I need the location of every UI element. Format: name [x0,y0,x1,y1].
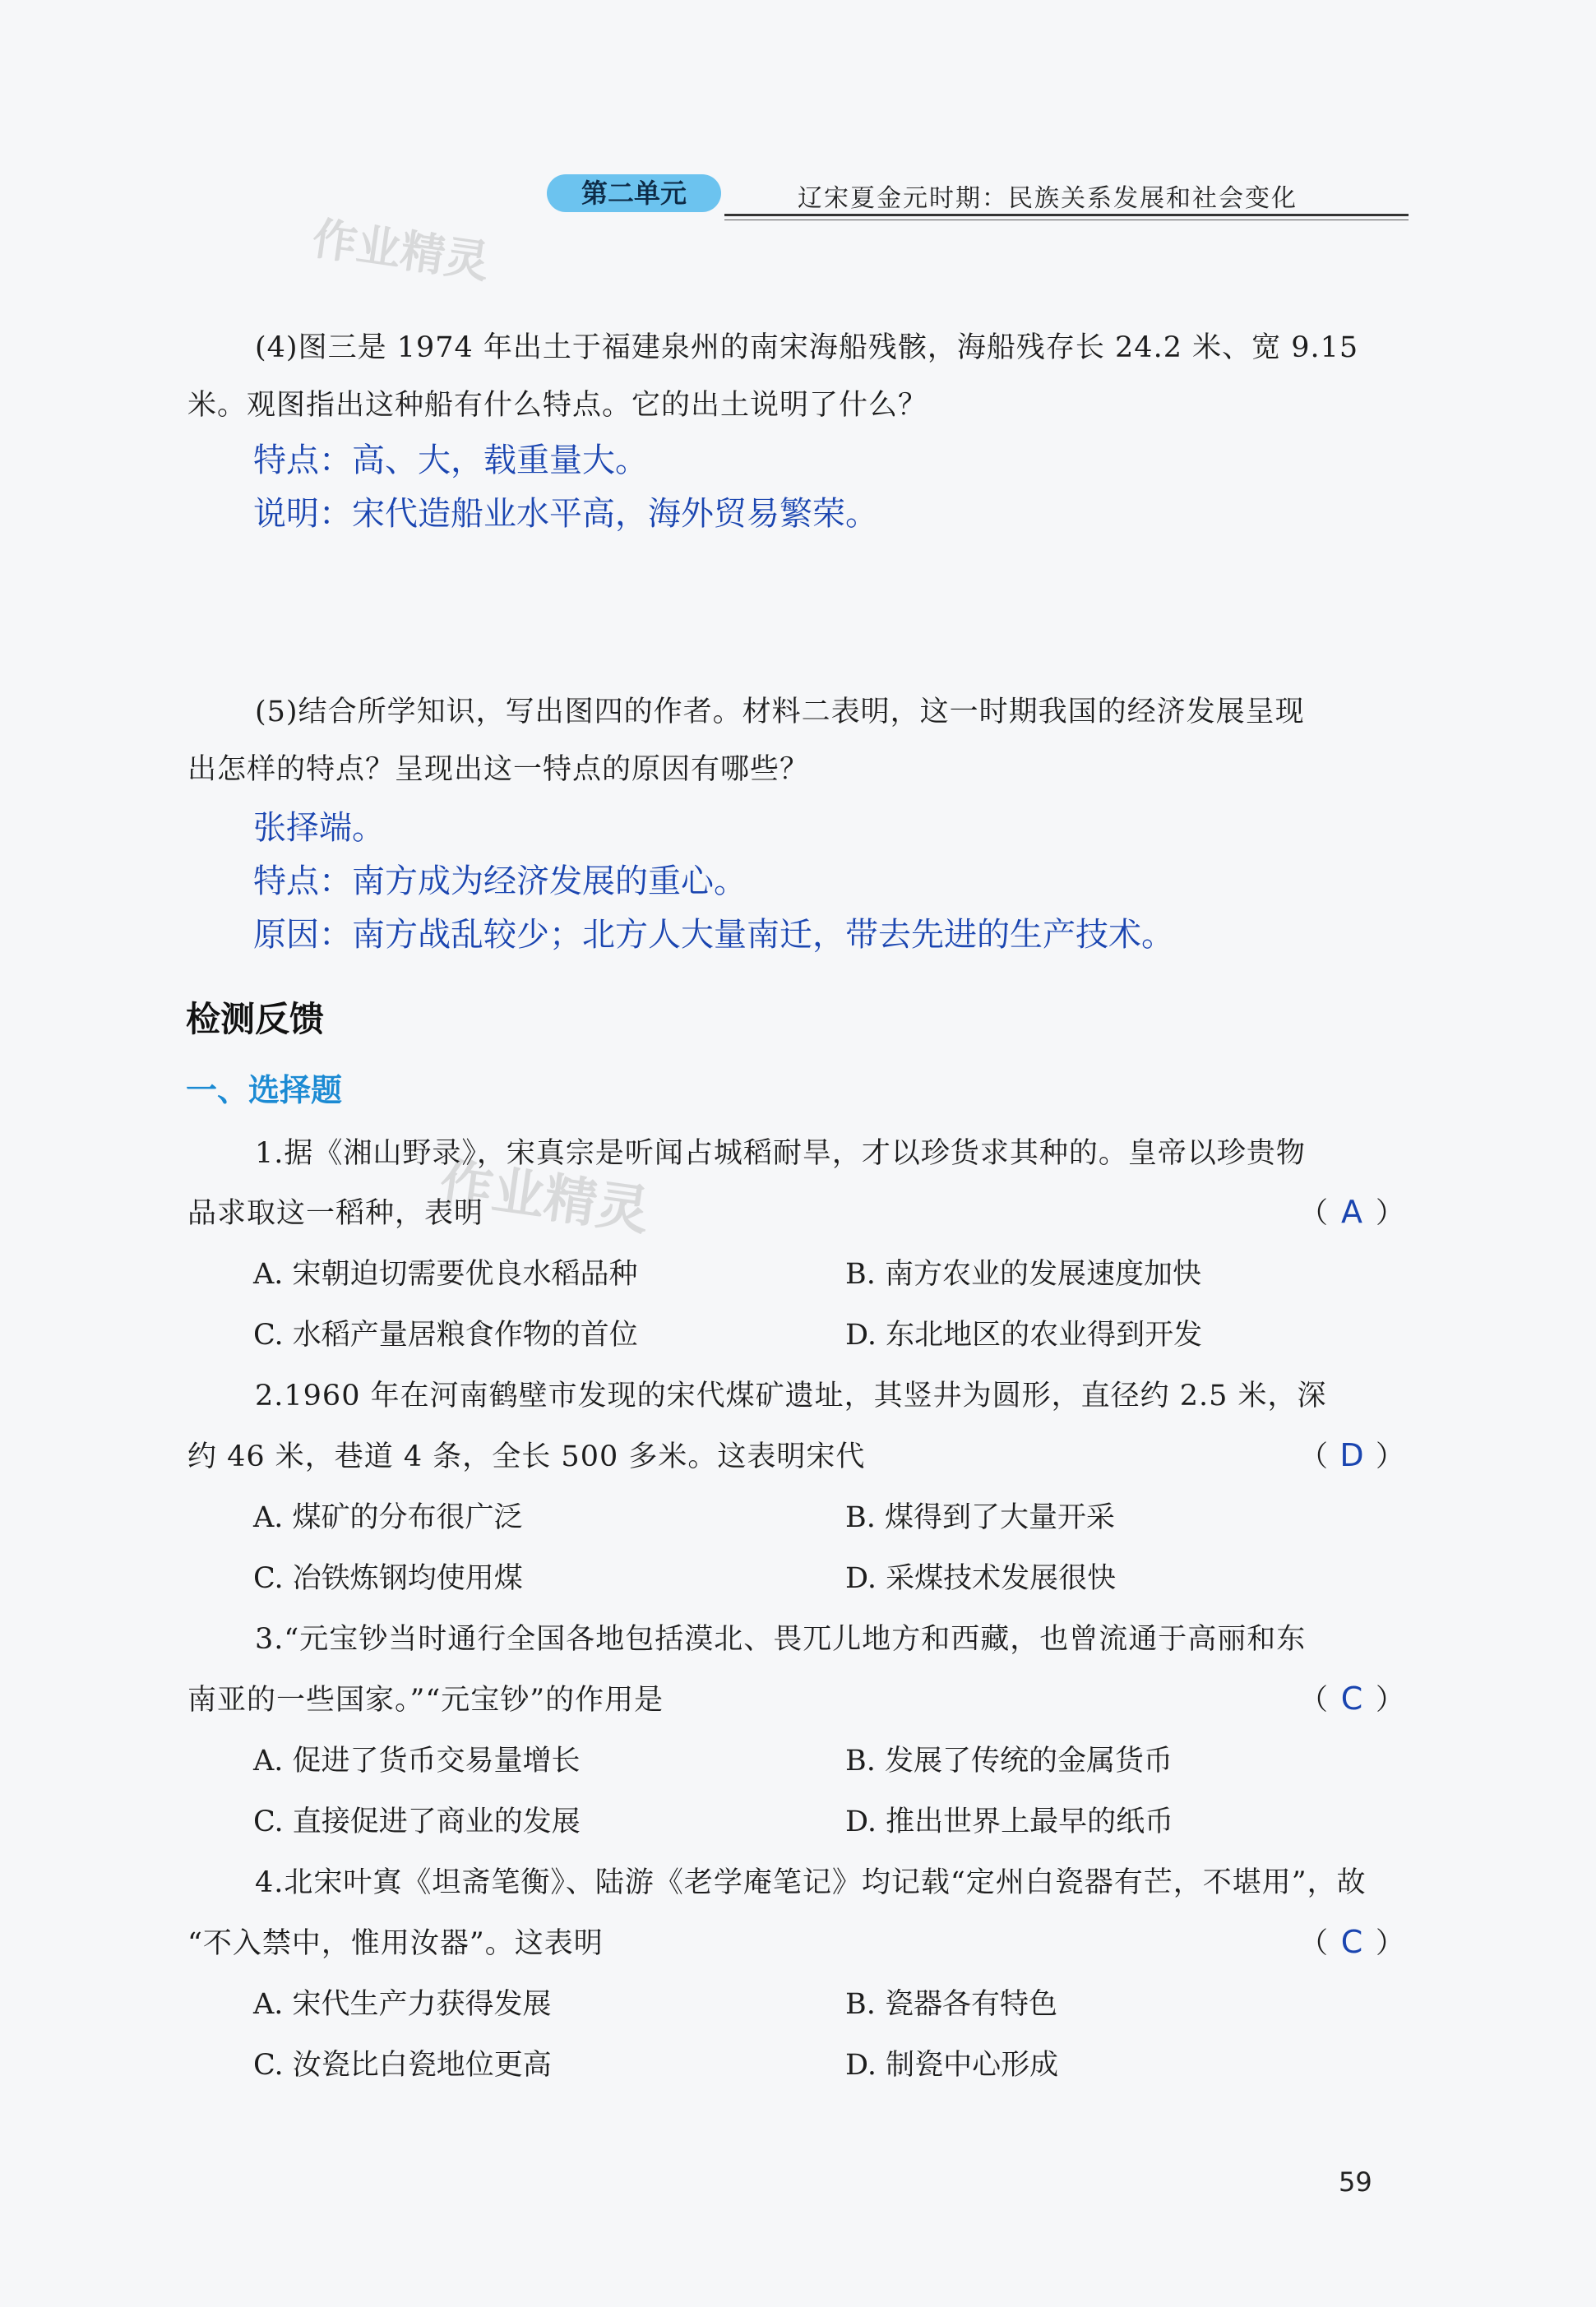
question-text: 约 46 米，巷道 4 条，全长 500 多米。这表明宋代 [187,1440,866,1473]
question-text: 南亚的一些国家。”“元宝钞”的作用是 [187,1684,664,1717]
answer-bracket: （ C ） [1299,1924,1405,1960]
question-text: (4)图三是 1974 年出土于福建泉州的南宋海船残骸，海船残存长 24.2 米、宽 9.15 [255,331,1359,364]
answer-letter: C [1340,1681,1363,1717]
option-d: D. 东北地区的农业得到开发 [845,1319,1203,1352]
answer-letter: C [1340,1924,1363,1960]
question-text: 2.1960 年在河南鹤壁市发现的宋代煤矿遗址，其竖井为圆形，直径约 2.5 米，深 [255,1380,1327,1412]
section-subtitle: 一、选择题 [186,1072,343,1108]
option-c: C. 水稻产量居粮食作物的首位 [253,1319,638,1352]
option-d: D. 采煤技术发展很快 [845,1562,1117,1595]
unit-label: 第二单元 [547,174,721,212]
question-text: (5)结合所学知识，写出图四的作者。材料二表明，这一时期我国的经济发展呈现 [255,696,1305,728]
page-number: 59 [1339,2166,1372,2198]
question-text: “不入禁中，惟用汝器”。这表明 [187,1927,604,1960]
option-d: D. 推出世界上最早的纸币 [845,1805,1174,1838]
answer-text: 原因：南方战乱较少；北方人大量南迁，带去先进的生产技术。 [253,916,1174,954]
option-c: C. 直接促进了商业的发展 [253,1805,581,1838]
option-a: A. 促进了货币交易量增长 [253,1745,581,1778]
question-text: 1.据《湘山野录》，宋真宗是听闻占城稻耐旱，才以珍货求其种的。皇帝以珍贵物 [255,1137,1306,1170]
answer-text: 说明：宋代造船业水平高，海外贸易繁荣。 [253,495,878,533]
option-b: B. 发展了传统的金属货币 [845,1745,1173,1778]
option-b: B. 瓷器各有特色 [845,1988,1057,2021]
option-b: B. 煤得到了大量开采 [845,1501,1115,1534]
option-a: A. 宋朝迫切需要优良水稻品种 [253,1258,638,1291]
watermark: 作业精灵 [309,212,493,289]
answer-bracket: （ A ） [1299,1194,1405,1230]
option-c: C. 汝瓷比白瓷地位更高 [253,2049,552,2082]
question-text: 4.北宋叶寘《坦斋笔衡》、陆游《老学庵笔记》均记载“定州白瓷器有芒，不堪用”，故 [255,1866,1367,1899]
header-rule [724,214,1409,216]
option-a: A. 宋代生产力获得发展 [253,1988,552,2021]
option-c: C. 冶铁炼钢均使用煤 [253,1562,523,1595]
answer-text: 特点：南方成为经济发展的重心。 [253,862,747,900]
answer-letter: D [1339,1437,1364,1473]
question-text: 3.“元宝钞当时通行全国各地包括漠北、畏兀儿地方和西藏，也曾流通于高丽和东 [255,1623,1307,1656]
answer-text: 特点：高、大，载重量大。 [253,442,648,479]
option-b: B. 南方农业的发展速度加快 [845,1258,1201,1291]
option-d: D. 制瓷中心形成 [845,2049,1059,2082]
watermark: 作业精灵 [436,1153,654,1243]
answer-bracket: （ C ） [1299,1681,1405,1717]
question-text: 米。观图指出这种船有什么特点。它的出土说明了什么？ [187,389,928,422]
answer-text: 张择端。 [253,809,385,847]
header-title: 辽宋夏金元时期：民族关系发展和社会变化 [798,184,1298,213]
option-a: A. 煤矿的分布很广泛 [253,1501,523,1534]
page-header [547,173,1409,219]
section-title: 检测反馈 [186,999,325,1039]
question-text: 品求取这一稻种，表明 [187,1197,484,1230]
question-text: 出怎样的特点？呈现出这一特点的原因有哪些？ [187,753,810,786]
answer-letter: A [1341,1194,1363,1230]
answer-bracket: （ D ） [1299,1437,1405,1473]
